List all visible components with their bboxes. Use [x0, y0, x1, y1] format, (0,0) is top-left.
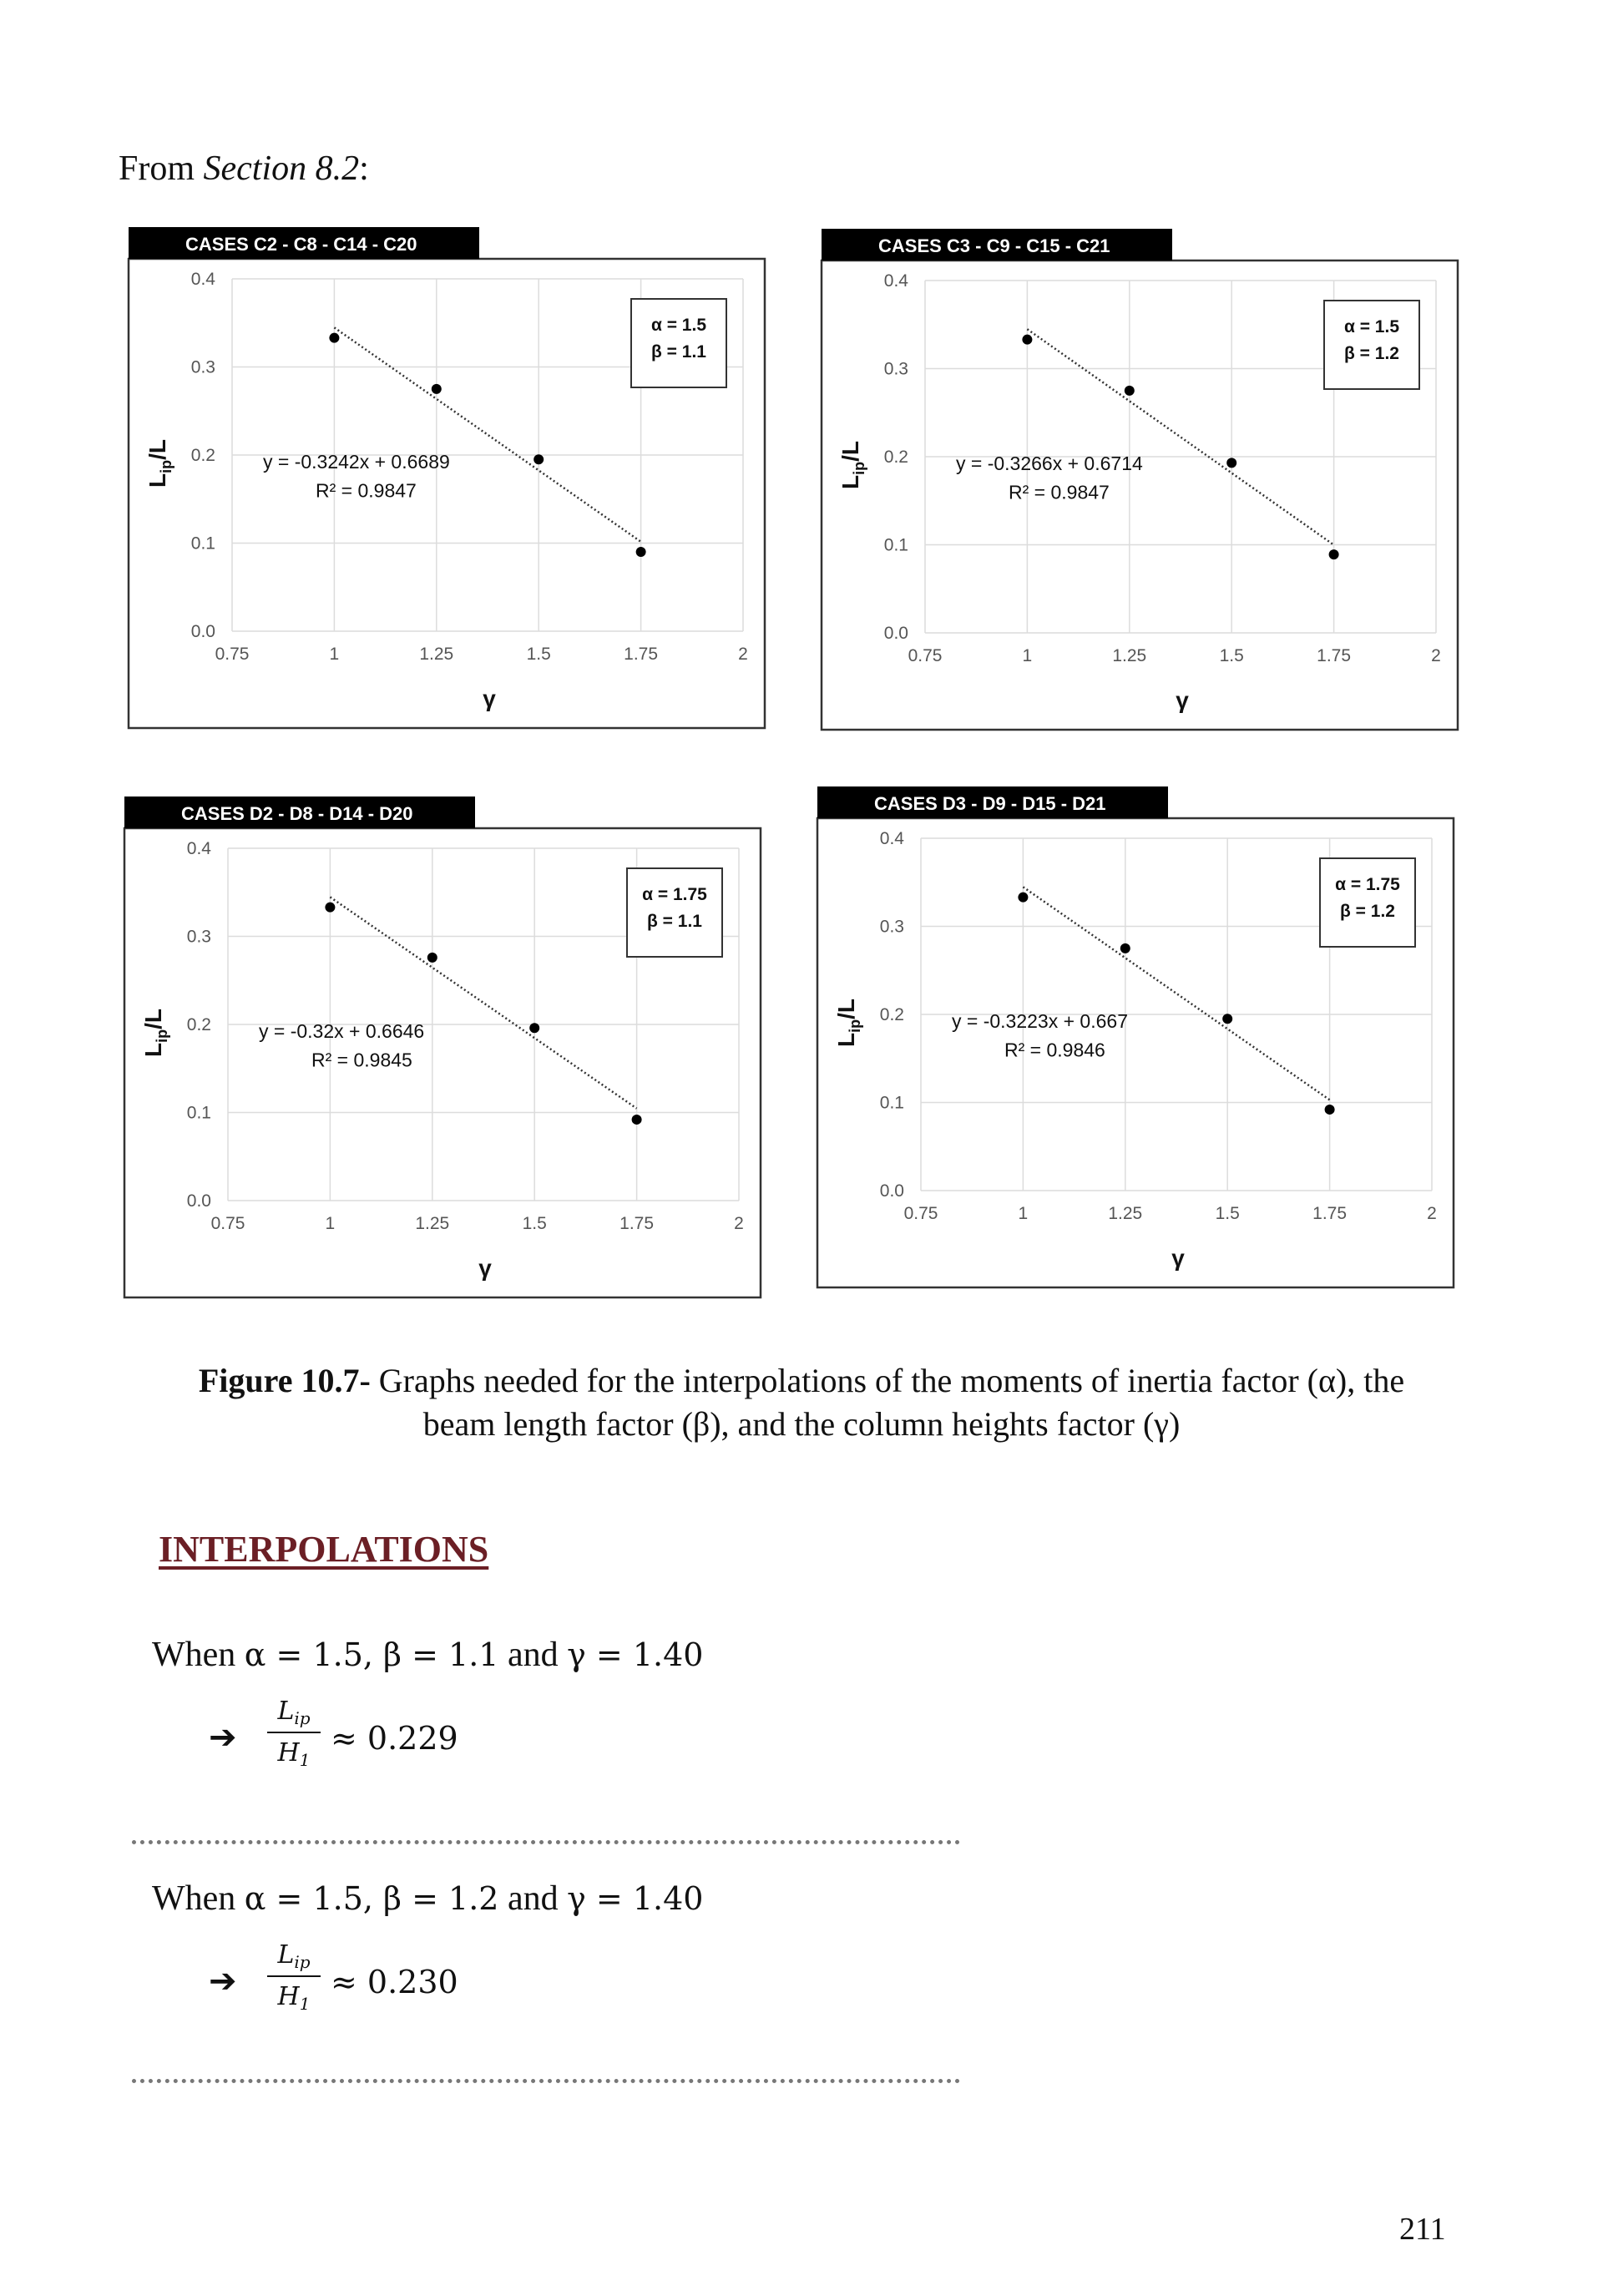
x-axis-label: γ	[483, 685, 496, 711]
chart-title: CASES D3 - D9 - D15 - D21	[874, 793, 1106, 814]
section-title: INTERPOLATIONS	[159, 1529, 489, 1570]
y-tick-label: 0.4	[879, 829, 904, 848]
x-axis-label: γ	[1171, 1245, 1185, 1271]
chart-svg	[121, 793, 764, 1302]
y-axis-label-main: L	[837, 474, 863, 489]
x-tick-label: 0.75	[903, 1204, 938, 1223]
y-tick-label: 0.2	[879, 1005, 904, 1024]
parameter-label: α = 1.75	[642, 885, 707, 904]
x-tick-label: 1.5	[1215, 1204, 1240, 1223]
chart-title: CASES C2 - C8 - C14 - C20	[185, 234, 417, 255]
chart-d3-d21	[814, 783, 1457, 1292]
ratio-fraction: $L_{ip}$ $H_1$	[267, 1695, 321, 1770]
figure-label: Figure 10.7-	[198, 1362, 371, 1399]
x-tick-label: 1	[329, 645, 340, 664]
x-tick-label: 2	[738, 645, 748, 664]
y-tick-label: 0.0	[879, 1181, 904, 1201]
parameter-label: α = 1.5	[1343, 317, 1400, 336]
x-axis-label: γ	[478, 1255, 492, 1281]
y-tick-label: 0.2	[186, 1015, 211, 1034]
trendline-r2: R² = 0.9845	[311, 1049, 412, 1071]
ratio-fraction: $L_{ip}$ $H_1$	[267, 1939, 321, 2014]
data-point	[1325, 1105, 1335, 1115]
trendline-r2: R² = 0.9847	[1009, 481, 1110, 503]
interpolation-condition: When α = 1.5, β = 1.2 and γ = 1.40	[152, 1879, 704, 1918]
parameter-label: α = 1.5	[650, 316, 707, 335]
y-tick-label: 0.0	[186, 1191, 211, 1211]
y-axis-label-rest: /L	[837, 441, 863, 462]
y-tick-label: 0.1	[186, 1103, 211, 1123]
y-tick-label: 0.1	[879, 1093, 904, 1113]
data-point	[1120, 943, 1130, 953]
data-point	[632, 1115, 642, 1125]
data-point	[329, 333, 339, 343]
y-axis-label-main: L	[833, 1032, 859, 1047]
y-tick-label: 0.1	[190, 534, 215, 554]
x-tick-label: 2	[1427, 1204, 1437, 1223]
result-value: ≈ 0.229	[331, 1720, 458, 1757]
parameter-label: β = 1.2	[1340, 902, 1395, 921]
divider	[132, 2079, 960, 2083]
parameter-label: α = 1.75	[1335, 875, 1400, 894]
x-tick-label: 1.25	[419, 645, 454, 664]
data-point	[1226, 458, 1236, 468]
x-tick-label: 1	[1018, 1204, 1029, 1223]
x-tick-label: 1	[1022, 646, 1033, 665]
y-tick-label: 0.3	[190, 357, 215, 377]
x-tick-label: 1.75	[1312, 1204, 1348, 1223]
data-point	[533, 454, 544, 464]
figure-caption	[167, 1359, 1436, 1446]
chart-title: CASES D2 - D8 - D14 - D20	[181, 803, 413, 824]
trendline-r2: R² = 0.9847	[316, 479, 417, 502]
x-tick-label: 1.25	[1112, 646, 1147, 665]
trendline-equation: y = -0.3266x + 0.6714	[956, 452, 1143, 474]
y-axis-label-rest: /L	[140, 1009, 166, 1029]
x-tick-label: 0.75	[215, 645, 250, 664]
y-tick-label: 0.1	[883, 535, 908, 555]
interpolation-result	[209, 1939, 543, 2030]
y-axis-label-sub: ip	[847, 1019, 863, 1033]
x-tick-label: 1.75	[624, 645, 659, 664]
interpolation-result	[209, 1695, 543, 1787]
data-point	[1018, 893, 1028, 903]
x-tick-label: 2	[1431, 646, 1441, 665]
y-axis-label-main: L	[144, 473, 170, 488]
y-tick-label: 0.2	[883, 448, 908, 467]
arrow-icon: ➔	[209, 1718, 237, 1757]
data-point	[1022, 335, 1032, 345]
data-point	[1125, 386, 1135, 396]
chart-c3-c21	[818, 225, 1461, 735]
x-tick-label: 0.75	[908, 646, 943, 665]
data-point	[325, 903, 335, 913]
x-tick-label: 1.75	[1317, 646, 1352, 665]
x-tick-label: 1	[325, 1214, 336, 1233]
chart-c2-c20	[125, 224, 768, 733]
parameter-label: β = 1.1	[651, 342, 706, 362]
x-axis-label: γ	[1176, 687, 1189, 713]
figure-caption-text: Graphs needed for the interpolations of the moments of inertia factor (α), the beam length factor (β), and the column heights factor (γ)	[370, 1362, 1405, 1443]
data-point	[432, 384, 442, 394]
data-point	[529, 1023, 539, 1033]
y-axis-label-main: L	[140, 1042, 166, 1057]
x-tick-label: 1.25	[1108, 1204, 1143, 1223]
y-axis-label-rest: /L	[144, 439, 170, 460]
x-tick-label: 1.25	[415, 1214, 450, 1233]
chart-svg	[818, 225, 1461, 735]
y-tick-label: 0.4	[186, 839, 211, 858]
y-axis-label-sub: ip	[158, 459, 174, 473]
trendline-equation: y = -0.32x + 0.6646	[259, 1019, 425, 1042]
parameter-label: β = 1.1	[647, 912, 702, 931]
intro-text: From Section 8.2:	[119, 149, 369, 188]
x-tick-label: 1.5	[522, 1214, 547, 1233]
trendline-r2: R² = 0.9846	[1004, 1039, 1105, 1061]
y-tick-label: 0.4	[190, 270, 215, 289]
y-tick-label: 0.0	[883, 624, 908, 643]
x-tick-label: 2	[734, 1214, 744, 1233]
chart-svg	[125, 224, 768, 733]
result-value: ≈ 0.230	[331, 1964, 458, 2000]
y-tick-label: 0.0	[190, 622, 215, 641]
divider	[132, 1840, 960, 1844]
data-point	[1329, 549, 1339, 559]
x-tick-label: 0.75	[210, 1214, 245, 1233]
x-tick-label: 1.5	[1219, 646, 1244, 665]
chart-title: CASES C3 - C9 - C15 - C21	[878, 235, 1110, 256]
y-tick-label: 0.3	[879, 917, 904, 937]
y-axis-label-sub: ip	[851, 461, 867, 475]
chart-d2-d20	[121, 793, 764, 1302]
x-tick-label: 1.5	[526, 645, 551, 664]
y-tick-label: 0.3	[186, 927, 211, 947]
y-tick-label: 0.2	[190, 446, 215, 465]
x-tick-label: 1.75	[619, 1214, 655, 1233]
data-point	[1222, 1014, 1232, 1024]
interpolation-condition: When α = 1.5, β = 1.1 and γ = 1.40	[152, 1636, 704, 1674]
page-number: 211	[1399, 2212, 1446, 2247]
data-point	[636, 547, 646, 557]
y-tick-label: 0.4	[883, 271, 908, 291]
parameter-label: β = 1.2	[1344, 344, 1399, 363]
trendline-equation: y = -0.3223x + 0.667	[952, 1009, 1128, 1032]
y-axis-label-sub: ip	[154, 1029, 170, 1043]
trendline-equation: y = -0.3242x + 0.6689	[263, 450, 450, 473]
y-tick-label: 0.3	[883, 359, 908, 379]
chart-svg	[814, 783, 1457, 1292]
y-axis-label-rest: /L	[833, 999, 859, 1019]
data-point	[427, 953, 437, 963]
section-reference: Section 8.2	[203, 149, 360, 188]
arrow-icon: ➔	[209, 1962, 237, 2000]
